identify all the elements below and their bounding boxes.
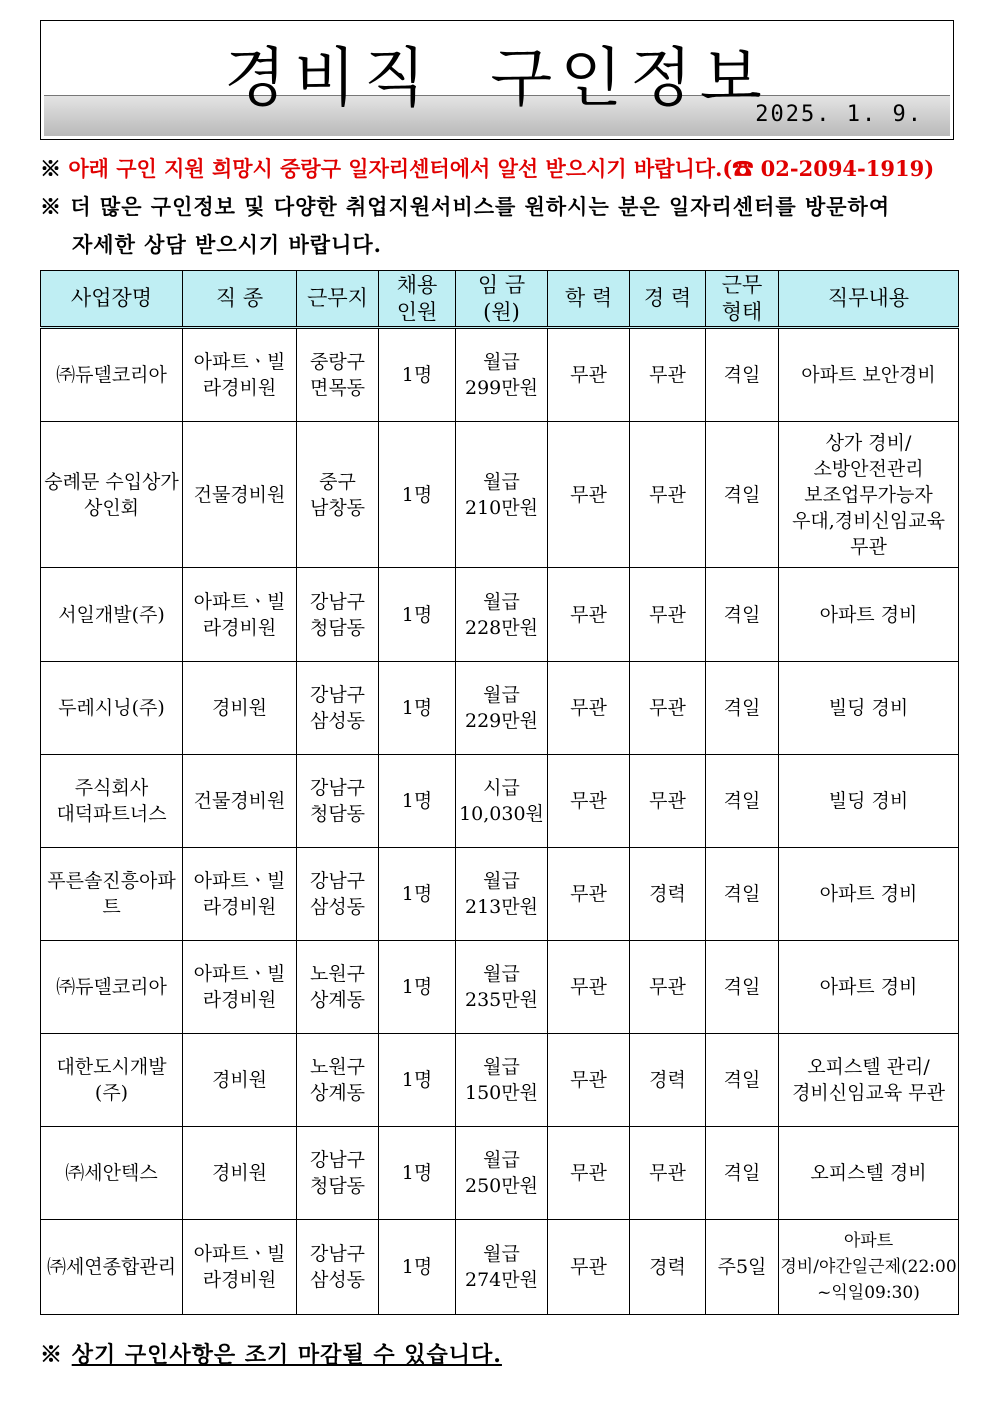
cell-work-type: 주5일 — [706, 1220, 779, 1315]
posting-date: 2025. 1. 9. — [755, 102, 923, 127]
cell-wage: 시급 10,030원 — [456, 755, 548, 848]
cell-location: 중랑구 면목동 — [297, 328, 379, 422]
cell-education: 무관 — [548, 662, 630, 755]
table-row — [41, 1127, 959, 1220]
cell-headcount: 1명 — [379, 662, 456, 755]
cell-duties: 상가 경비/ 소방안전관리 보조업무가능자 우대,경비신임교육 무관 — [779, 422, 959, 568]
cell-duties: 빌딩 경비 — [779, 662, 959, 755]
cell-job-type: 건물경비원 — [183, 755, 297, 848]
cell-headcount: 1명 — [379, 848, 456, 941]
cell-duties: 아파트 경비 — [779, 848, 959, 941]
cell-wage: 월급 299만원 — [456, 328, 548, 422]
cell-duties: 빌딩 경비 — [779, 755, 959, 848]
table-row — [41, 328, 959, 422]
cell-job-type: 건물경비원 — [183, 422, 297, 568]
notice-more-info-text: 더 많은 구인정보 및 다양한 취업지원서비스를 원하시는 분은 일자리센터를 방문하여 — [70, 194, 891, 219]
cell-job-type: 아파트ㆍ빌 라경비원 — [183, 941, 297, 1034]
cell-work-type: 격일 — [706, 1034, 779, 1127]
cell-company: 주식회사 대덕파트너스 — [41, 755, 183, 848]
cell-wage: 월급 150만원 — [456, 1034, 548, 1127]
notice-more-info-cont: 자세한 상담 받으시기 바랍니다. — [72, 232, 382, 257]
cell-experience: 무관 — [630, 1127, 706, 1220]
cell-company: ㈜세연종합관리 — [41, 1220, 183, 1315]
footer-mark: ※ — [40, 1342, 64, 1368]
header-wage: 임 금 (원) — [456, 271, 548, 328]
cell-duties: 오피스텔 관리/ 경비신임교육 무관 — [779, 1034, 959, 1127]
cell-education: 무관 — [548, 568, 630, 662]
cell-education: 무관 — [548, 848, 630, 941]
cell-company: ㈜듀델코리아 — [41, 941, 183, 1034]
cell-wage: 월급 274만원 — [456, 1220, 548, 1315]
cell-headcount: 1명 — [379, 1127, 456, 1220]
cell-company: 서일개발(주) — [41, 568, 183, 662]
cell-company: 숭례문 수입상가 상인회 — [41, 422, 183, 568]
cell-experience: 경력 — [630, 1220, 706, 1315]
notice-mark: ※ — [40, 156, 61, 181]
table-row — [41, 848, 959, 941]
cell-experience: 무관 — [630, 662, 706, 755]
cell-company: ㈜세안텍스 — [41, 1127, 183, 1220]
cell-job-type: 아파트ㆍ빌 라경비원 — [183, 568, 297, 662]
cell-education: 무관 — [548, 755, 630, 848]
cell-wage: 월급 213만원 — [456, 848, 548, 941]
cell-job-type: 아파트ㆍ빌 라경비원 — [183, 328, 297, 422]
header-company: 사업장명 — [41, 271, 183, 328]
table-row — [41, 941, 959, 1034]
cell-education: 무관 — [548, 422, 630, 568]
cell-experience: 경력 — [630, 1034, 706, 1127]
cell-location: 강남구 청담동 — [297, 755, 379, 848]
table-row — [41, 1220, 959, 1315]
cell-experience: 무관 — [630, 568, 706, 662]
table-row — [41, 662, 959, 755]
cell-job-type: 경비원 — [183, 1034, 297, 1127]
table-row — [41, 1034, 959, 1127]
cell-experience: 무관 — [630, 422, 706, 568]
cell-headcount: 1명 — [379, 568, 456, 662]
cell-headcount: 1명 — [379, 941, 456, 1034]
cell-location: 중구 남창동 — [297, 422, 379, 568]
cell-experience: 무관 — [630, 755, 706, 848]
header-job-type: 직 종 — [183, 271, 297, 328]
cell-work-type: 격일 — [706, 422, 779, 568]
cell-work-type: 격일 — [706, 848, 779, 941]
cell-job-type: 경비원 — [183, 662, 297, 755]
cell-education: 무관 — [548, 941, 630, 1034]
footer-note — [40, 1338, 502, 1369]
cell-work-type: 격일 — [706, 1127, 779, 1220]
cell-location: 노원구 상계동 — [297, 1034, 379, 1127]
cell-location: 강남구 삼성동 — [297, 1220, 379, 1315]
cell-company: 두레시닝(주) — [41, 662, 183, 755]
notice-contact — [40, 154, 934, 184]
header-education: 학 력 — [548, 271, 630, 328]
cell-experience: 무관 — [630, 328, 706, 422]
header-experience: 경 력 — [630, 271, 706, 328]
cell-work-type: 격일 — [706, 662, 779, 755]
cell-company: 푸른솔진흥아파트 — [41, 848, 183, 941]
header-work-type: 근무 형태 — [706, 271, 779, 328]
cell-job-type: 아파트ㆍ빌 라경비원 — [183, 848, 297, 941]
notice-contact-text: 아래 구인 지원 희망시 중랑구 일자리센터에서 알선 받으시기 바랍니다.(☎ 02-2094-1919) — [68, 156, 935, 181]
header-location: 근무지 — [297, 271, 379, 328]
footer-text: 상기 구인사항은 조기 마감될 수 있습니다. — [71, 1342, 502, 1368]
cell-company: 대한도시개발 (주) — [41, 1034, 183, 1127]
cell-location: 강남구 삼성동 — [297, 848, 379, 941]
notice-mark: ※ — [40, 194, 62, 219]
cell-wage: 월급 229만원 — [456, 662, 548, 755]
table-row — [41, 422, 959, 568]
cell-duties: 아파트 보안경비 — [779, 328, 959, 422]
notice-more-info — [40, 192, 890, 222]
cell-experience: 경력 — [630, 848, 706, 941]
cell-work-type: 격일 — [706, 328, 779, 422]
cell-location: 노원구 상계동 — [297, 941, 379, 1034]
cell-company: ㈜듀델코리아 — [41, 328, 183, 422]
cell-education: 무관 — [548, 1034, 630, 1127]
cell-education: 무관 — [548, 1127, 630, 1220]
cell-headcount: 1명 — [379, 1034, 456, 1127]
header-headcount: 채용 인원 — [379, 271, 456, 328]
cell-wage: 월급 228만원 — [456, 568, 548, 662]
cell-duties: 아파트 경비/야간일근제(22:00 ~익일09:30) — [779, 1220, 959, 1315]
table-header-row — [41, 271, 959, 328]
cell-education: 무관 — [548, 1220, 630, 1315]
table-body — [41, 328, 959, 1315]
cell-work-type: 격일 — [706, 755, 779, 848]
cell-location: 강남구 청담동 — [297, 568, 379, 662]
cell-wage: 월급 210만원 — [456, 422, 548, 568]
cell-wage: 월급 250만원 — [456, 1127, 548, 1220]
cell-duties: 오피스텔 경비 — [779, 1127, 959, 1220]
cell-work-type: 격일 — [706, 941, 779, 1034]
cell-location: 강남구 청담동 — [297, 1127, 379, 1220]
cell-headcount: 1명 — [379, 422, 456, 568]
cell-job-type: 경비원 — [183, 1127, 297, 1220]
job-table — [40, 270, 959, 1315]
cell-education: 무관 — [548, 328, 630, 422]
header-duties: 직무내용 — [779, 271, 959, 328]
table-row — [41, 755, 959, 848]
title-box — [40, 20, 954, 140]
cell-headcount: 1명 — [379, 328, 456, 422]
table-row — [41, 568, 959, 662]
page-title: 경비직 구인정보 — [224, 42, 770, 116]
cell-wage: 월급 235만원 — [456, 941, 548, 1034]
cell-job-type: 아파트ㆍ빌 라경비원 — [183, 1220, 297, 1315]
cell-duties: 아파트 경비 — [779, 941, 959, 1034]
cell-headcount: 1명 — [379, 1220, 456, 1315]
cell-duties: 아파트 경비 — [779, 568, 959, 662]
cell-location: 강남구 삼성동 — [297, 662, 379, 755]
cell-headcount: 1명 — [379, 755, 456, 848]
cell-work-type: 격일 — [706, 568, 779, 662]
cell-experience: 무관 — [630, 941, 706, 1034]
